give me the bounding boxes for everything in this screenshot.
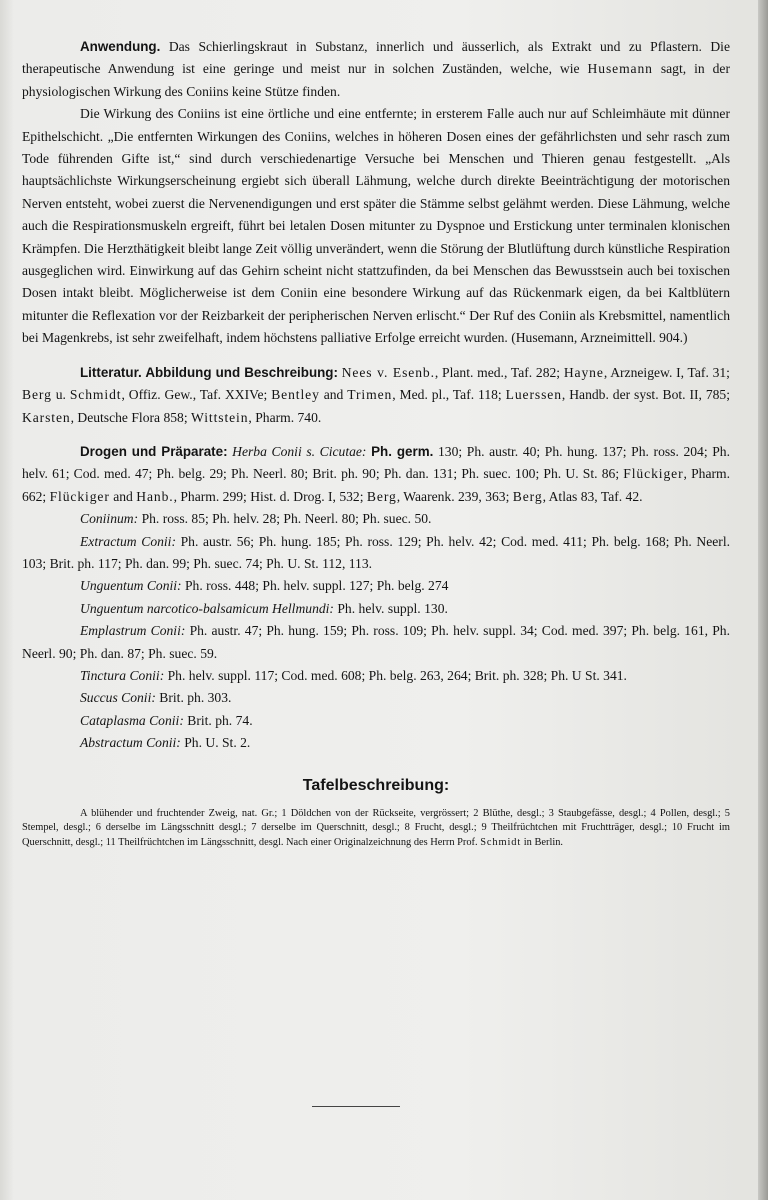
list-item: Tinctura Conii: Ph. helv. suppl. 117; Cod. med. 608; Ph. belg. 263, 264; Brit. ph. 328; Ph. U St. 341.	[80, 667, 627, 683]
tafel-caption: A blühender und fruchtender Zweig, nat. Gr.; 1 Döldchen von der Rückseite, vergrössert; 2 Blüthe, desgl.; 3 Staubgefässe, desgl.; 4 Pollen, desgl.; 5 Stempel, desgl.; 6 derselbe im Längsschnitt desgl.; 7 derselbe im Querschnitt, desgl.; 8 Frucht, desgl.; 9 Theilfrüchtchen mit Fruchtträger, desgl.; 10 Frucht im Querschnitt, desgl.; 11 Theilfrüchtchen im Längsschnitt, desgl. Nach einer Originalzeichnung des Herrn Prof. Schmidt in Berlin.	[22, 807, 730, 848]
tafelbeschreibung-heading: Tafelbeschreibung:	[302, 776, 450, 794]
list-item: Unguentum narcotico-balsamicum Hellmundi: Ph. helv. suppl. 130.	[80, 600, 448, 616]
list-item: Unguentum Conii: Ph. ross. 448; Ph. helv. suppl. 127; Ph. belg. 274	[80, 578, 449, 594]
anwendung-paragraph: Anwendung. Das Schierlingskraut in Substanz, innerlich und äusserlich, als Extrakt und zu Pflastern. Die therapeutische Anwendung ist eine geringe und meist nur in solchen Zuständen, welche, wie Husemann sagt, in der physiologischen Wirkung des Coniins keine Stütze finden.	[22, 39, 730, 99]
list-item: Succus Conii: Brit. ph. 303.	[80, 690, 232, 706]
list-item: Coniinum: Ph. ross. 85; Ph. helv. 28; Ph. Neerl. 80; Ph. suec. 50.	[80, 511, 432, 527]
list-item: Emplastrum Conii: Ph. austr. 47; Ph. hung. 159; Ph. ross. 109; Ph. helv. suppl. 34; Cod. med. 397; Ph. belg. 161, Ph. Neerl. 90; Ph. dan. 87; Ph. suec. 59.	[22, 623, 730, 661]
wirkung-paragraph: Die Wirkung des Coniins ist eine örtliche und eine entfernte; in ersterem Falle auch nur auf Schleimhäute mit dünner Epithelschicht. „Die entfernten Wirkungen des Coniins, welches in höheren Dosen eines der gefährlichsten und sehr rasch zum Tode führenden Gifte ist,“ sind durch verschiedenartige Versuche bei Menschen und Thieren genau festgestellt. „Als hauptsächlichste Wirkungserscheinung ergiebt sich überall Lähmung, welche durch direkte Beeinträchtigung der motorischen Nerven entsteht, wobei zuerst die Nervenendigungen und erst später die Stämme selbst gelähmt werden. Diese Lähmung, welche auch die Respirationsmuskeln ergreift, führt bei letalen Dosen mitunter zu Dyspnoe und Erstickung unter terminalen klonischen Krämpfen. Die Herzthätigkeit bleibt lange Zeit völlig unverändert, wenn die Störung der Blutlüftung durch künstliche Respiration ausgeglichen wird. Einwirkung auf das Gehirn scheint nicht stattzufinden, da bei Menschen das Bewusstsein auch bei toxischen Dosen intakt bleibt. Möglicherweise ist dem Coniin eine besondere Wirkung auf das Rückenmark eigen, da bei Kaltblütern mitunter die Reflexation vor der Reizbarkeit der peripherischen Nerven erlischt.“ Der Ruf des Coniin als Krebsmittel, namentlich bei Magenkrebs, ist sehr zweifelhaft, indem höchstens palliative Erfolge erreicht wurden. (Husemann, Arzneimittell. 904.)	[22, 106, 730, 346]
closing-rule	[312, 1106, 400, 1107]
drogen-paragraph: Drogen und Präparate: Herba Conii s. Cicutae: Ph. germ. 130; Ph. austr. 40; Ph. hung. 137; Ph. ross. 204; Ph. helv. 61; Cod. med. 47; Ph. belg. 29; Ph. Neerl. 80; Brit. ph. 90; Ph. dan. 131; Ph. suec. 100; Ph. U. St. 86; Flückiger, Pharm. 662; Flückiger and Hanb., Pharm. 299; Hist. d. Drog. I, 532; Berg, Waarenk. 239, 363; Berg, Atlas 83, Taf. 42.	[22, 443, 730, 504]
praeparate-list	[22, 508, 730, 754]
drogen-heading: Drogen und Präparate:	[80, 443, 228, 459]
litteratur-heading: Litteratur. Abbildung und Beschreibung:	[80, 364, 338, 380]
litteratur-paragraph: Litteratur. Abbildung und Beschreibung: Nees v. Esenb., Plant. med., Taf. 282; Hayne, Arzneigew. I, Taf. 31; Berg u. Schmidt, Offiz. Gew., Taf. XXIVe; Bentley and Trimen, Med. pl., Taf. 118; Luerssen, Handb. der syst. Bot. II, 785; Karsten, Deutsche Flora 858; Wittstein, Pharm. 740.	[22, 364, 730, 425]
list-item: Abstractum Conii: Ph. U. St. 2.	[80, 735, 251, 751]
page-edge-shadow	[758, 0, 768, 1200]
anwendung-heading: Anwendung.	[80, 39, 161, 54]
list-item: Extractum Conii: Ph. austr. 56; Ph. hung. 185; Ph. ross. 129; Ph. helv. 42; Cod. med. 411; Ph. belg. 168; Ph. Neerl. 103; Brit. ph. 117; Ph. dan. 99; Ph. suec. 74; Ph. U. St. 112, 113.	[22, 533, 731, 571]
list-item: Cataplasma Conii: Brit. ph. 74.	[80, 712, 253, 728]
